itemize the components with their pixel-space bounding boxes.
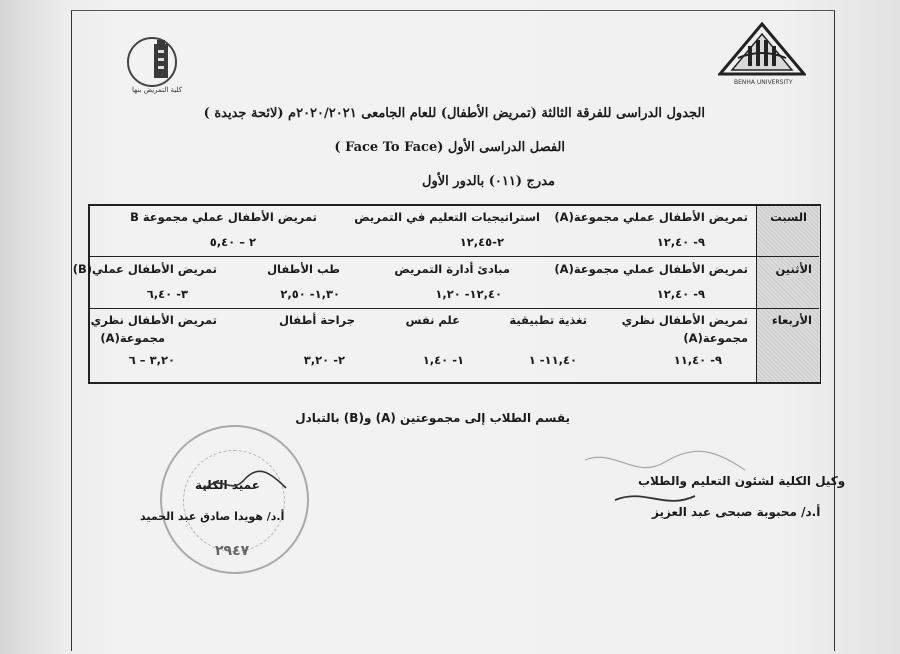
saturday-slot-3-subject: تمريض الأطفال عملي مجموعة B — [130, 210, 317, 224]
wednesday-slot-5-time: ٣,٢٠ – ٦ — [128, 353, 175, 367]
wednesday-slot-1-time: ٩- ١١,٤٠ — [673, 353, 722, 367]
stamp-number: ٢٩٤٧ — [215, 543, 250, 559]
day-wednesday: الأربعاء — [771, 313, 812, 327]
wednesday-slot-1-subject: تمريض الأطفال نظري — [621, 313, 748, 327]
day-column — [756, 206, 820, 382]
dean-name: أ.د/ هويدا صادق عبد الحميد — [140, 510, 285, 523]
dean-signature — [200, 468, 290, 498]
saturday-slot-3-time: ٢ – ٥,٤٠ — [209, 235, 256, 249]
monday-slot-2-subject: مبادئ أدارة التمريض — [394, 262, 510, 276]
monday-slot-1-time: ٩- ١٢,٤٠ — [656, 287, 705, 301]
saturday-slot-2-time: ٢-١٢,٤٥ — [459, 235, 504, 249]
group-note: يقسم الطلاب إلى مجموعتين (A) و(B) بالتبادل — [295, 411, 570, 425]
vice-dean-signature — [575, 440, 755, 520]
monday-slot-3-time: ١,٣٠- ٢,٥٠ — [280, 287, 340, 301]
dean-title: عميد الكلية — [195, 478, 260, 492]
university-logo — [718, 22, 806, 86]
monday-slot-1-subject: تمريض الأطفال عملي مجموعة(A) — [554, 262, 748, 276]
vice-dean-name: أ.د/ محبوبة صبحى عبد العزيز — [652, 505, 821, 519]
faculty-logo-caption: كلية التمريض بنها — [132, 86, 183, 94]
vice-dean-title: وكيل الكلية لشئون التعليم والطلاب — [638, 474, 846, 488]
hall-title: مدرج (٠١١) بالدور الأول — [422, 174, 555, 189]
faculty-logo — [120, 34, 190, 94]
wednesday-slot-4-subject: جراحة أطفال — [279, 313, 355, 327]
university-logo-caption: BENHA UNIVERSITY — [734, 79, 793, 86]
wednesday-slot-3-subject: علم نفس — [405, 313, 460, 327]
row-separator-1 — [90, 256, 819, 257]
monday-slot-2-time: ١٢,٤٠- ١,٢٠ — [435, 287, 502, 301]
monday-slot-4-time: ٣- ٦,٤٠ — [146, 287, 188, 301]
row-separator-2 — [90, 308, 819, 309]
monday-slot-3-subject: طب الأطفال — [267, 262, 340, 276]
semester-title: الفصل الدراسى الأول (Face To Face ) — [334, 140, 565, 155]
wednesday-slot-2-time: ١١,٤٠- ١ — [528, 353, 577, 367]
day-saturday: السبت — [770, 210, 807, 224]
wednesday-slot-4-time: ٢- ٣,٢٠ — [303, 353, 345, 367]
wednesday-slot-5-subject: تمريض الأطفال نظري — [90, 313, 217, 327]
wednesday-slot-2-subject: تغذية تطبيقية — [509, 313, 587, 327]
saturday-slot-1-time: ٩- ١٢,٤٠ — [656, 235, 705, 249]
college-stamp-inner-ring — [183, 450, 285, 552]
wednesday-slot-5-group: مجموعة(A) — [100, 331, 165, 345]
wednesday-slot-3-time: ١- ١,٤٠ — [422, 353, 464, 367]
monday-slot-4-subject: تمريض الأطفال عملي(B) — [72, 262, 217, 276]
saturday-slot-2-subject: استراتيجيات التعليم في التمريض — [354, 210, 540, 224]
schedule-title: الجدول الدراسى للفرقة الثالثة (تمريض الأطفال) للعام الجامعى ٢٠٢٠/٢٠٢١م (لائحة جديدة ) — [203, 106, 705, 121]
saturday-slot-1-subject: تمريض الأطفال عملي مجموعة(A) — [554, 210, 748, 224]
wednesday-slot-1-group: مجموعة(A) — [683, 331, 748, 345]
day-monday: الأثنين — [775, 262, 812, 276]
